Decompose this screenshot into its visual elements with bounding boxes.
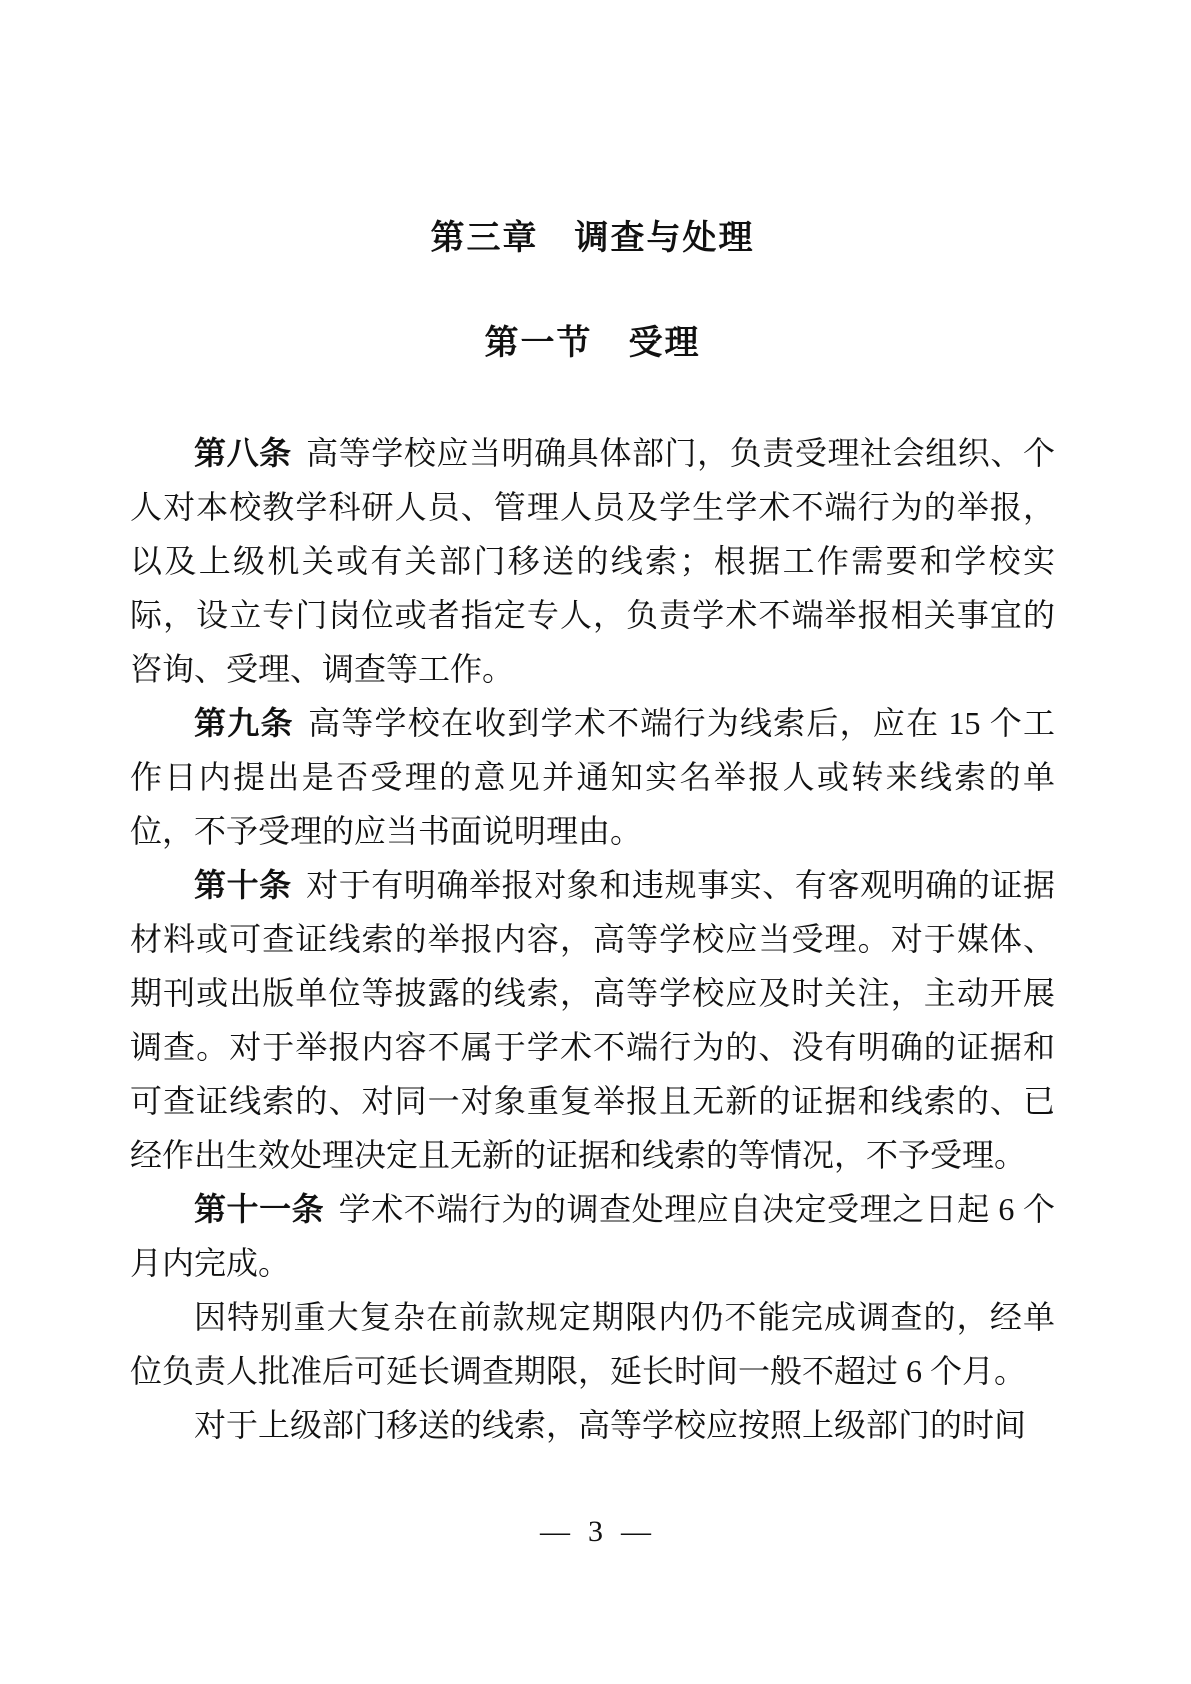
article-9-label: 第九条	[194, 705, 294, 741]
article-8-text: 高等学校应当明确具体部门，负责受理社会组织、个人对本校教学科研人员、管理人员及学生学术不端行为的举报，以及上级机关或有关部门移送的线索；根据工作需要和学校实际，设立专门岗位或者指定专人，负责学术不端举报相关事宜的咨询、受理、调查等工作。	[130, 435, 1055, 687]
section-title: 第一节 受理	[484, 325, 701, 362]
paragraph-article-11-clause-2	[130, 1290, 1055, 1398]
article-10-label: 第十条	[194, 867, 292, 903]
paragraph-article-9	[130, 696, 1055, 858]
paragraph-article-11	[130, 1182, 1055, 1290]
article-9-text: 高等学校在收到学术不端行为线索后，应在 15 个工作日内提出是否受理的意见并通知实名举报人或转来线索的单位，不予受理的应当书面说明理由。	[130, 705, 1055, 849]
paragraph-article-10	[130, 858, 1055, 1182]
article-11-clause-2-text: 因特别重大复杂在前款规定期限内仍不能完成调查的，经单位负责人批准后可延长调查期限，延长时间一般不超过 6 个月。	[130, 1299, 1055, 1389]
document-content	[130, 0, 1055, 1452]
paragraph-article-11-clause-3	[130, 1398, 1055, 1452]
page-number: — 3 —	[540, 1515, 651, 1548]
paragraph-article-8	[130, 426, 1055, 696]
chapter-title: 第三章 调查与处理	[430, 219, 755, 257]
document-body	[130, 426, 1055, 1452]
article-11-label: 第十一条	[194, 1191, 325, 1227]
article-11-clause-3-text: 对于上级部门移送的线索，高等学校应按照上级部门的时间	[194, 1407, 1027, 1443]
article-10-text: 对于有明确举报对象和违规事实、有客观明确的证据材料或可查证线索的举报内容，高等学校应当受理。对于媒体、期刊或出版单位等披露的线索，高等学校应及时关注，主动开展调查。对于举报内容不属于学术不端行为的、没有明确的证据和可查证线索的、对同一对象重复举报且无新的证据和线索的、已经作出生效处理决定且无新的证据和线索的等情况，不予受理。	[130, 867, 1055, 1173]
article-8-label: 第八条	[194, 435, 292, 471]
article-11-text: 学术不端行为的调查处理应自决定受理之日起 6 个月内完成。	[130, 1191, 1055, 1281]
